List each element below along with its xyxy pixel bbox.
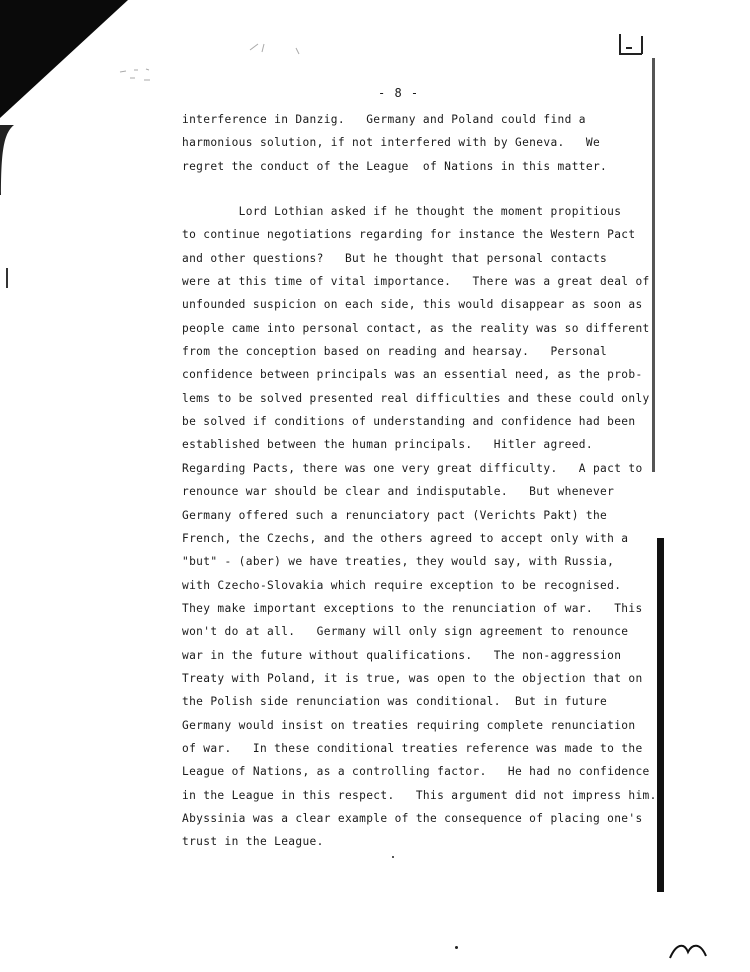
scan-speck (392, 856, 394, 858)
text-line: were at this time of vital importance. There was a great deal of (182, 275, 650, 289)
text-line: war in the future without qualifications. The non-aggression (182, 648, 622, 662)
text-line: established between the human principals. Hitler agreed. (182, 438, 593, 452)
text-line: lems to be solved presented real difficulties and these could only (182, 391, 650, 405)
text-line: in the League in this respect. This argument did not impress him. (182, 788, 657, 802)
text-line: French, the Czechs, and the others agreed to accept only with a (182, 531, 629, 545)
page-number: - 8 - (378, 86, 420, 100)
scan-edge-tick (6, 268, 8, 288)
text-line: from the conception based on reading and hearsay. Personal (182, 345, 608, 359)
text-line: to continue negotiations regarding for instance the Western Pact (182, 228, 636, 242)
text-line: "but" - (aber) we have treaties, they would say, with Russia, (182, 555, 615, 569)
text-line: won't do at all. Germany will only sign agreement to renounce (182, 625, 629, 639)
paragraph-gap (182, 178, 652, 200)
text-line: interference in Danzig. Germany and Poland could find a (182, 113, 586, 126)
text-line: with Czecho-Slovakia which require exception to be recognised. (182, 578, 622, 592)
text-line: unfounded suspicion on each side, this would disappear as soon as (182, 298, 643, 312)
text-line: be solved if conditions of understanding and confidence had been (182, 415, 636, 429)
text-line: of war. In these conditional treaties reference was made to the (182, 741, 643, 755)
scan-edge-mark (0, 125, 14, 195)
text-line: Treaty with Poland, it is true, was open to the objection that on (182, 671, 643, 685)
document-body (182, 108, 657, 854)
page-corner-curl (668, 938, 708, 960)
text-line: Germany offered such a renunciatory pact (Verichts Pakt) the (182, 508, 608, 522)
scan-speck (455, 946, 458, 949)
text-line: Germany would insist on treaties requiring complete renunciation (182, 718, 636, 732)
text-line: League of Nations, as a controlling factor. He had no confidence (182, 765, 650, 779)
text-line: regret the conduct of the League of Nations in this matter. (182, 159, 608, 173)
text-line: harmonious solution, if not interfered with by Geneva. We (182, 136, 601, 150)
text-line: trust in the League. (182, 835, 324, 849)
text-line: Regarding Pacts, there was one very great difficulty. A pact to (182, 461, 643, 475)
text-line: renounce war should be clear and indisputable. But whenever (182, 485, 615, 499)
text-line: Lord Lothian asked if he thought the moment propitious (182, 205, 622, 219)
scan-right-edge-top (652, 58, 655, 472)
text-line: confidence between principals was an essential need, as the prob- (182, 368, 643, 382)
text-line: Abyssinia was a clear example of the consequence of placing one's (182, 811, 643, 825)
faint-marks (110, 40, 330, 90)
text-line: They make important exceptions to the renunciation of war. This (182, 601, 643, 615)
corner-stamp-mark (612, 32, 652, 58)
text-line: people came into personal contact, as the reality was so different (182, 321, 650, 335)
scan-right-edge-bottom (657, 538, 664, 892)
text-line: and other questions? But he thought that personal contacts (182, 251, 608, 265)
text-line: the Polish side renunciation was conditional. But in future (182, 695, 608, 709)
